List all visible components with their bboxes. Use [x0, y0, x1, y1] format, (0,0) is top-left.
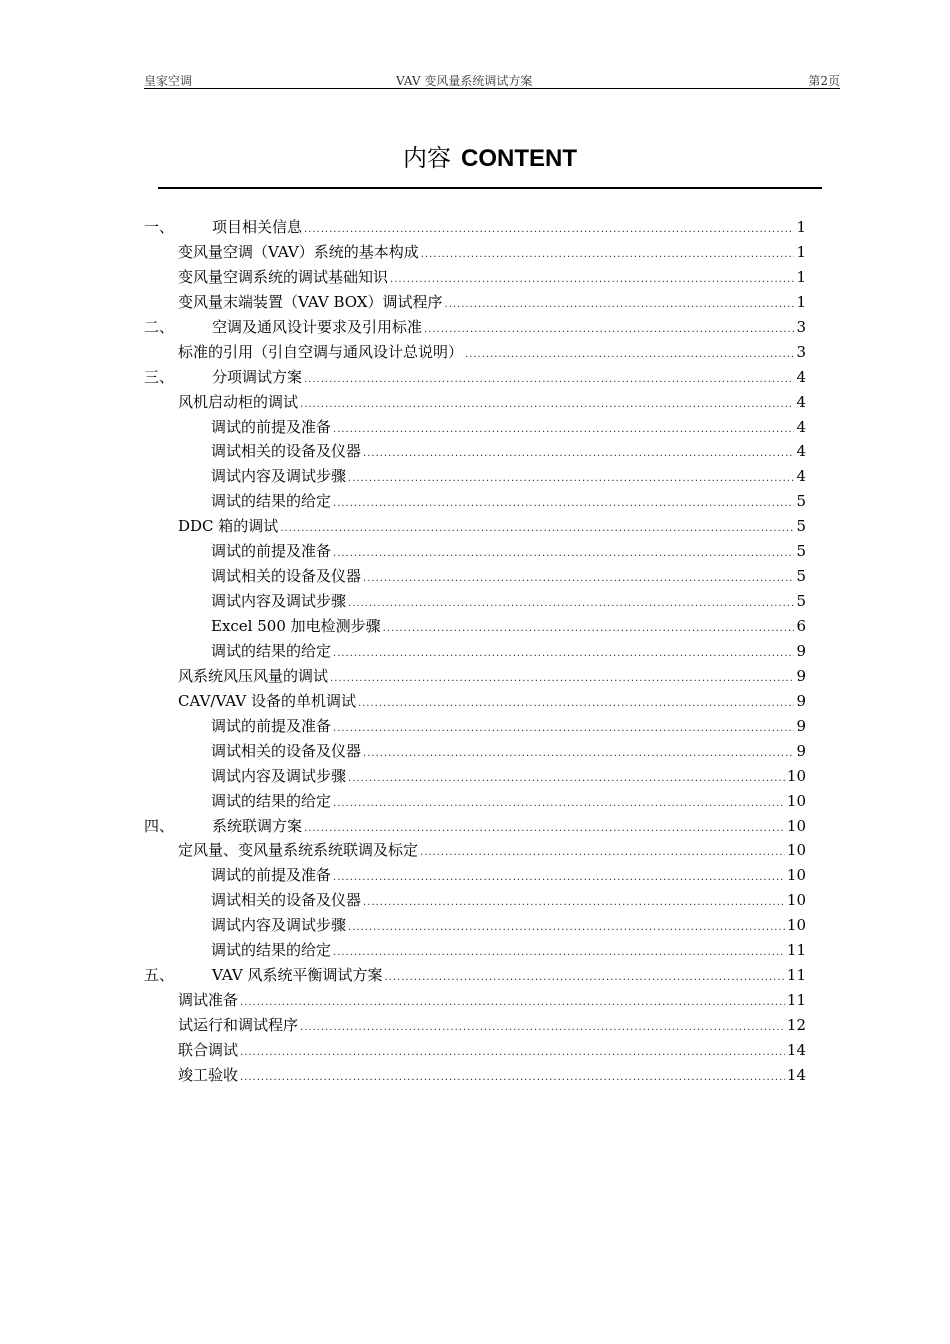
toc-entry-title: 定风量、变风量系统系统联调及标定: [178, 841, 419, 860]
toc-title-cn: 内容: [403, 144, 451, 172]
toc-entry-title: 调试内容及调试步骤: [211, 766, 347, 785]
toc-entry-page: 11: [786, 966, 806, 985]
header-company: 皇家空调: [144, 74, 193, 88]
toc-entry-title: 调试内容及调试步骤: [211, 592, 347, 611]
toc-entry[interactable]: [144, 714, 806, 739]
toc-entry-title: 调试的结果的给定: [211, 641, 332, 660]
toc-entry-page: 9: [796, 641, 806, 660]
toc-entry-page: 5: [796, 517, 806, 536]
toc-entry-title: 空调及通风设计要求及引用标准: [212, 317, 423, 336]
toc-entry[interactable]: [144, 390, 806, 415]
toc-entry-number: 三、: [144, 367, 175, 386]
toc-entry-title: 项目相关信息: [212, 218, 303, 236]
toc-entry-page: 11: [786, 941, 806, 960]
toc-entry-title: 竣工验收: [178, 1065, 239, 1084]
toc-entry-title: DDC 箱的调试: [178, 517, 279, 536]
toc-entry[interactable]: [144, 589, 806, 614]
toc-entry-title: 调试相关的设备及仪器: [211, 442, 362, 461]
toc-entry-title: 变风量末端装置（VAV BOX）调试程序: [178, 292, 443, 311]
toc-entry-page: 4: [796, 442, 806, 461]
toc-entry-title: VAV 风系统平衡调试方案: [212, 966, 383, 985]
toc-entry-page: 9: [796, 666, 806, 685]
toc-entry-number: 二、: [144, 317, 175, 336]
toc-entry[interactable]: [144, 938, 806, 963]
toc-entry-title: 调试相关的设备及仪器: [211, 741, 362, 760]
toc-entry[interactable]: [144, 988, 806, 1013]
toc-entry[interactable]: [144, 789, 806, 814]
toc-entry-page: 9: [796, 691, 806, 710]
toc-entry-title: 调试的前提及准备: [211, 542, 332, 561]
table-of-contents: [144, 215, 806, 1088]
toc-entry[interactable]: [144, 240, 806, 265]
title-divider: [158, 187, 822, 189]
toc-entry[interactable]: [144, 564, 806, 589]
toc-entry-number: 一、: [144, 218, 175, 236]
toc-entry-title: CAV/VAV 设备的单机调试: [178, 691, 356, 710]
toc-entry-number: 五、: [144, 966, 175, 985]
toc-entry[interactable]: [144, 1038, 806, 1063]
toc-entry[interactable]: [144, 365, 806, 390]
toc-entry[interactable]: [144, 489, 806, 514]
toc-entry-page: 5: [796, 567, 806, 586]
toc-entry[interactable]: [144, 963, 806, 988]
toc-entry-title: 风系统风压风量的调试: [178, 666, 329, 685]
toc-entry-page: 1: [796, 267, 806, 286]
toc-entry-page: 6: [796, 617, 806, 635]
toc-entry-title: 调试准备: [178, 991, 239, 1010]
toc-entry[interactable]: [144, 639, 806, 664]
toc-entry-title: Excel 500 加电检测步骤: [211, 617, 381, 635]
toc-entry-page: 3: [796, 317, 806, 336]
toc-entry-title: 分项调试方案: [212, 367, 303, 386]
toc-title-en: CONTENT: [461, 145, 577, 172]
toc-entry-title: 调试的前提及准备: [211, 716, 332, 735]
toc-entry-title: 调试的前提及准备: [211, 417, 332, 436]
toc-entry-page: 4: [796, 417, 806, 436]
toc-entry-title: 调试的前提及准备: [211, 866, 332, 885]
toc-entry[interactable]: [144, 664, 806, 689]
toc-entry-page: 10: [786, 766, 806, 785]
toc-entry[interactable]: [144, 539, 806, 564]
toc-entry[interactable]: [144, 464, 806, 489]
toc-entry-page: 9: [796, 716, 806, 735]
toc-entry-title: 调试相关的设备及仪器: [211, 567, 362, 586]
toc-entry-page: 10: [786, 866, 806, 885]
toc-entry-title: 调试的结果的给定: [211, 791, 332, 810]
toc-entry-page: 10: [786, 891, 806, 910]
toc-entry[interactable]: [144, 838, 806, 863]
toc-entry-page: 4: [796, 367, 806, 386]
toc-entry-page: 5: [796, 492, 806, 511]
toc-entry[interactable]: [144, 265, 806, 290]
page-header: [144, 68, 840, 89]
toc-entry-page: 3: [796, 342, 806, 361]
toc-entry[interactable]: [144, 1013, 806, 1038]
toc-entry-page: 10: [786, 791, 806, 810]
toc-entry-page: 10: [786, 841, 806, 860]
toc-entry-page: 11: [786, 991, 806, 1010]
toc-entry-page: 4: [796, 392, 806, 411]
toc-entry[interactable]: [144, 689, 806, 714]
toc-entry[interactable]: [144, 814, 806, 839]
toc-entry-title: 联合调试: [178, 1040, 239, 1059]
toc-entry[interactable]: [144, 514, 806, 539]
toc-entry-page: 14: [786, 1040, 806, 1059]
toc-entry[interactable]: [144, 913, 806, 938]
toc-entry-title: 调试相关的设备及仪器: [211, 891, 362, 910]
toc-entry-title: 调试内容及调试步骤: [211, 916, 347, 935]
toc-entry-page: 5: [796, 592, 806, 611]
toc-entry-title: 调试内容及调试步骤: [211, 467, 347, 486]
toc-entry[interactable]: [144, 739, 806, 764]
toc-entry-title: 标准的引用（引自空调与通风设计总说明）: [178, 342, 464, 361]
toc-entry[interactable]: [144, 315, 806, 340]
toc-entry-number: 四、: [144, 816, 175, 835]
toc-entry-title: 调试的结果的给定: [211, 941, 332, 960]
toc-entry[interactable]: [144, 340, 806, 365]
toc-entry-page: 4: [796, 467, 806, 486]
header-document-title: VAV 变风量系统调试方案: [396, 74, 533, 88]
toc-entry[interactable]: [144, 1063, 806, 1088]
toc-entry[interactable]: [144, 614, 806, 639]
toc-entry-title: 变风量空调（VAV）系统的基本构成: [178, 242, 419, 261]
toc-entry[interactable]: [144, 764, 806, 789]
toc-entry-page: 1: [796, 218, 806, 236]
header-page-number: 第2页: [808, 74, 840, 88]
toc-entry-title: 系统联调方案: [212, 816, 303, 835]
toc-entry-title: 调试的结果的给定: [211, 492, 332, 511]
toc-entry[interactable]: [144, 415, 806, 440]
toc-entry-page: 12: [786, 1016, 806, 1034]
toc-entry-page: 10: [786, 816, 806, 835]
toc-entry-page: 14: [786, 1065, 806, 1084]
toc-entry-title: 变风量空调系统的调试基础知识: [178, 267, 389, 286]
toc-entry-title: 风机启动柜的调试: [178, 392, 299, 411]
toc-entry[interactable]: [144, 888, 806, 913]
toc-entry[interactable]: [144, 863, 806, 888]
toc-entry-page: 1: [796, 242, 806, 261]
toc-entry-page: 5: [796, 542, 806, 561]
toc-entry[interactable]: [144, 215, 806, 240]
toc-entry-page: 1: [796, 292, 806, 311]
toc-entry-page: 9: [796, 741, 806, 760]
toc-entry[interactable]: [144, 439, 806, 464]
toc-title: [158, 140, 822, 177]
toc-entry-title: 试运行和调试程序: [178, 1016, 299, 1034]
toc-entry-page: 10: [786, 916, 806, 935]
toc-entry[interactable]: [144, 290, 806, 315]
toc-dot-leader: [240, 1066, 785, 1091]
